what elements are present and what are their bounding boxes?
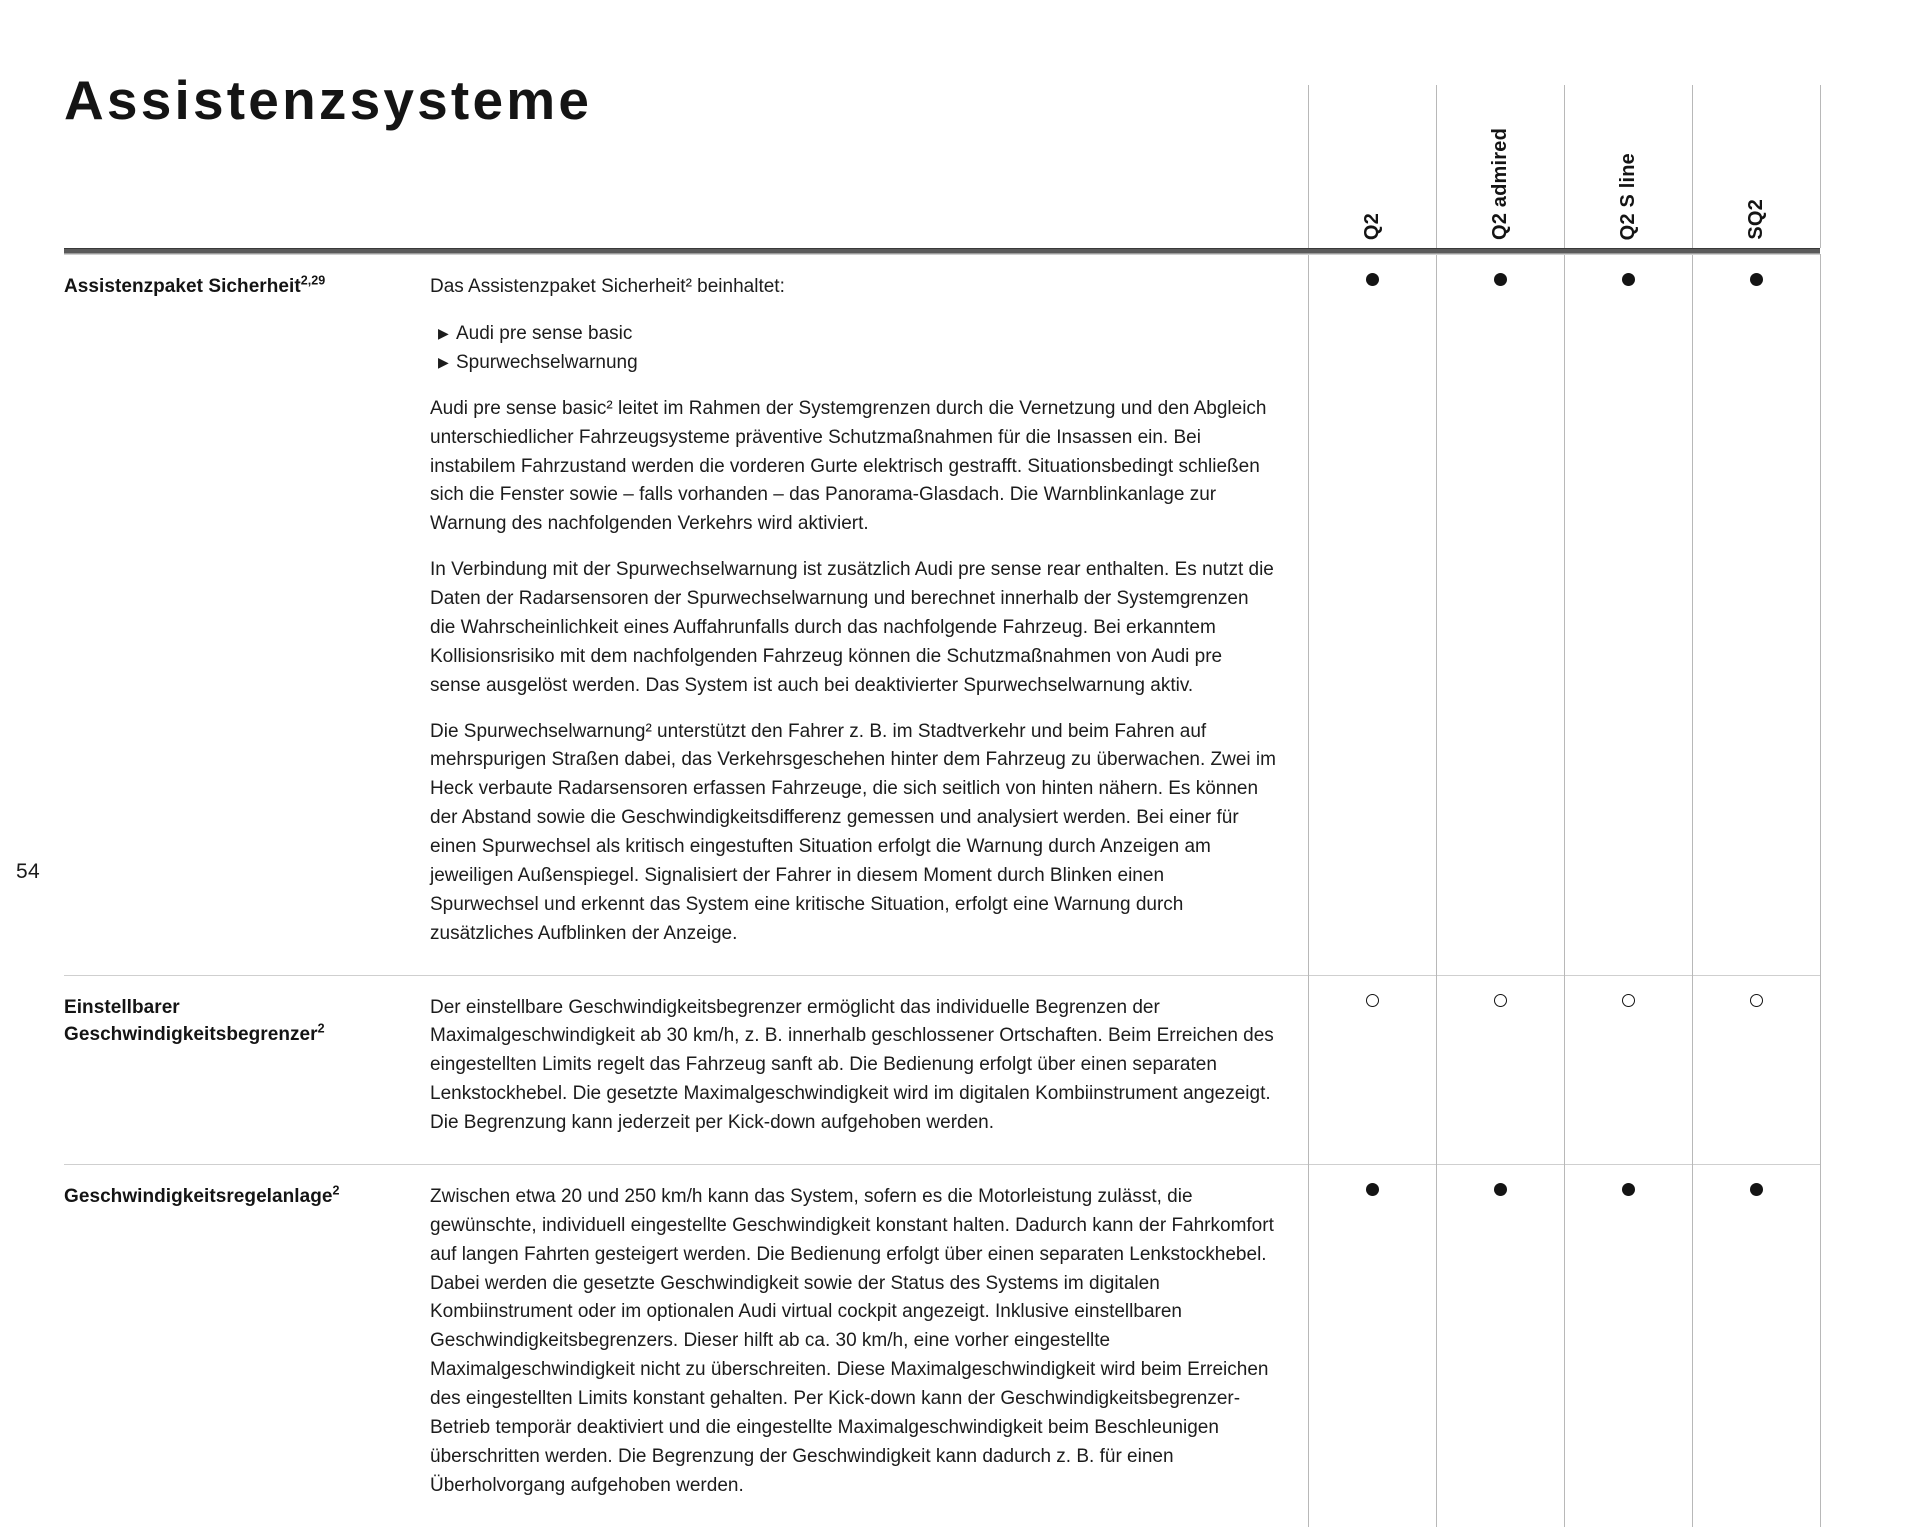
header-cell-description xyxy=(430,85,1308,248)
optional-equipment-icon xyxy=(1622,994,1635,1007)
feature-paragraph: In Verbindung mit der Spurwechselwarnung ist zusätzlich Audi pre sense rear enthalten. Es nutzt die Daten der Radarsensoren der Spurwechselwarnung und berechnet innerhalb der Systemgrenzen die Wahrscheinlichkeit eines Auffahrunfalls durch das nachfolgende Fahrzeug. Bei erkanntem Kollisionsrisiko mit dem nachfolgenden Fahrzeug können die Schutzmaßnahmen von Audi pre sense ausgelöst werden. Das System ist auch bei deaktivierter Spurwechselwarnung aktiv. xyxy=(430,559,1274,696)
feature-paragraph: Der einstellbare Geschwindigkeitsbegrenzer ermöglicht das individuelle Begrenzen der Maximalgeschwindigkeit ab 30 km/h, z. B. innerhalb geschlossener Ortschaften. Beim Erreichen des eingestellten Limits regelt das Fahrzeug sanft ab. Die Bedienung erfolgt über einen separaten Lenkstockhebel. Die gesetzte Maximalgeschwindigkeit wird im digitalen Kombiinstrument angezeigt. Die Begrenzung kann jederzeit per Kick-down aufgehoben werden. xyxy=(430,996,1274,1133)
feature-label-text: Einstellbarer Geschwindigkeitsbegrenzer xyxy=(64,996,318,1046)
table-row xyxy=(64,1164,1820,1526)
column-header-sq2 xyxy=(1692,85,1820,248)
availability-cell-sq2 xyxy=(1692,255,1820,976)
column-header-q2 xyxy=(1308,85,1436,248)
list-item-label: Audi pre sense basic xyxy=(456,322,633,344)
table-row xyxy=(64,975,1820,1164)
standard-equipment-icon xyxy=(1622,273,1635,286)
column-header-sq2-label: SQ2 xyxy=(1745,199,1767,240)
feature-label-text: Geschwindigkeitsregelanlage xyxy=(64,1185,333,1207)
feature-description xyxy=(430,255,1308,976)
feature-label-footnote: 2 xyxy=(332,1183,340,1198)
standard-equipment-icon xyxy=(1750,1183,1763,1196)
column-header-q2-label: Q2 xyxy=(1361,212,1383,240)
column-header-q2-s-line-label: Q2 S line xyxy=(1617,152,1639,240)
standard-equipment-icon xyxy=(1750,273,1763,286)
feature-label xyxy=(64,1164,430,1526)
column-header-q2-s-line xyxy=(1564,85,1692,248)
availability-cell-q2 xyxy=(1308,1164,1436,1526)
standard-equipment-icon xyxy=(1494,1183,1507,1196)
feature-bullet-list xyxy=(430,319,1278,378)
header-cell-label xyxy=(64,85,430,248)
page-title: Assistenzsysteme xyxy=(64,69,593,131)
optional-equipment-icon xyxy=(1494,994,1507,1007)
table-header-row xyxy=(64,85,1820,248)
availability-cell-q2 xyxy=(1308,255,1436,976)
feature-label xyxy=(64,255,430,976)
feature-description xyxy=(430,1164,1308,1526)
feature-paragraph: Audi pre sense basic² leitet im Rahmen der Systemgrenzen durch die Vernetzung und den Abgleich unterschiedlicher Fahrzeugsysteme präventive Schutzmaßnahmen für die Insassen ein. Bei instabilem Fahrzustand werden die vorderen Gurte elektrisch gestrafft. Situationsbedingt schließen sich die Fenster sowie – falls vorhanden – das Panorama-Glasdach. Die Warnblinkanlage zur Warnung des nachfolgenden Verkehrs wird aktiviert. xyxy=(430,397,1267,535)
table-row xyxy=(64,255,1820,976)
column-header-q2-admired-label: Q2 admired xyxy=(1489,127,1511,240)
feature-label-footnote: 2,29 xyxy=(300,273,326,288)
feature-label-text: Assistenzpaket Sicherheit xyxy=(64,276,301,297)
optional-equipment-icon xyxy=(1750,994,1763,1007)
table-body xyxy=(64,255,1820,1527)
feature-intro-text: Das Assistenzpaket Sicherheit² beinhaltet: xyxy=(430,276,785,297)
triangle-bullet-icon: ▶ xyxy=(438,324,449,341)
list-item xyxy=(438,348,1278,377)
availability-cell-q2-admired xyxy=(1436,1164,1564,1526)
feature-label xyxy=(64,975,430,1164)
assistance-systems-table xyxy=(64,85,1821,1527)
standard-equipment-icon xyxy=(1366,273,1379,286)
header-thick-rule xyxy=(64,248,1820,254)
availability-cell-q2-s-line xyxy=(1564,255,1692,976)
standard-equipment-icon xyxy=(1494,273,1507,286)
list-item xyxy=(438,319,1278,348)
triangle-bullet-icon: ▶ xyxy=(438,354,449,371)
feature-paragraph: Die Spurwechselwarnung² unterstützt den Fahrer z. B. im Stadtverkehr und beim Fahren auf mehrspurigen Straßen dabei, das Verkehrsgeschehen hinter dem Fahrzeug zu überwachen. Zwei im Heck verbaute Radarsensoren erfassen Fahrzeuge, die sich seitlich von hinten nähern. Es können der Abstand sowie die Geschwindigkeitsdifferenz gemessen und analysiert werden. Bei einer für einen Spurwechsel als kritisch eingestuften Situation erfolgt die Warnung durch Anzeigen am jeweiligen Außenspiegel. Signalisiert der Fahrer in diesem Moment durch Blinken einen Spurwechsel und erkennt das System eine kritische Situation, erfolgt eine Warnung durch zusätzliches Aufblinken der Anzeige. xyxy=(430,720,1276,944)
feature-label-footnote: 2 xyxy=(317,1021,325,1036)
feature-description xyxy=(430,975,1308,1164)
page-number: 54 xyxy=(16,860,40,883)
standard-equipment-icon xyxy=(1366,1183,1379,1196)
availability-cell-q2-s-line xyxy=(1564,975,1692,1164)
column-header-q2-admired xyxy=(1436,85,1564,248)
availability-cell-q2-admired xyxy=(1436,975,1564,1164)
availability-cell-sq2 xyxy=(1692,975,1820,1164)
availability-cell-q2-admired xyxy=(1436,255,1564,976)
availability-cell-sq2 xyxy=(1692,1164,1820,1526)
availability-cell-q2 xyxy=(1308,975,1436,1164)
optional-equipment-icon xyxy=(1366,994,1379,1007)
feature-paragraph: Zwischen etwa 20 und 250 km/h kann das System, sofern es die Motorleistung zulässt, die gewünschte, individuell eingestellte Geschwindigkeit konstant halten. Dadurch kann der Fahrkomfort auf langen Fahrten gesteigert werden. Die Bedienung erfolgt über einen separaten Lenkstockhebel. Dabei werden die gesetzte Geschwindigkeit sowie der Status des Systems im digitalen Kombiinstrument oder im optionalen Audi virtual cockpit angezeigt. Inklusive einstellbaren Geschwindigkeitsbegrenzers. Dieser hilft ab ca. 30 km/h, eine vorher eingestellte Maximalgeschwindigkeit nicht zu überschreiten. Diese Maximalgeschwindigkeit wird beim Erreichen des eingestellten Limits konstant gehalten. Per Kick-down kann der Geschwindigkeitsbegrenzer-Betrieb temporär deaktiviert und die eingestellte Maximalgeschwindigkeit beim Beschleunigen überschritten werden. Die Begrenzung der Geschwindigkeit kann dadurch z. B. für einen Überholvorgang aufgehoben werden. xyxy=(430,1185,1274,1496)
availability-cell-q2-s-line xyxy=(1564,1164,1692,1526)
spec-table-wrapper xyxy=(64,85,1820,1527)
standard-equipment-icon xyxy=(1622,1183,1635,1196)
list-item-label: Spurwechselwarnung xyxy=(456,352,638,374)
